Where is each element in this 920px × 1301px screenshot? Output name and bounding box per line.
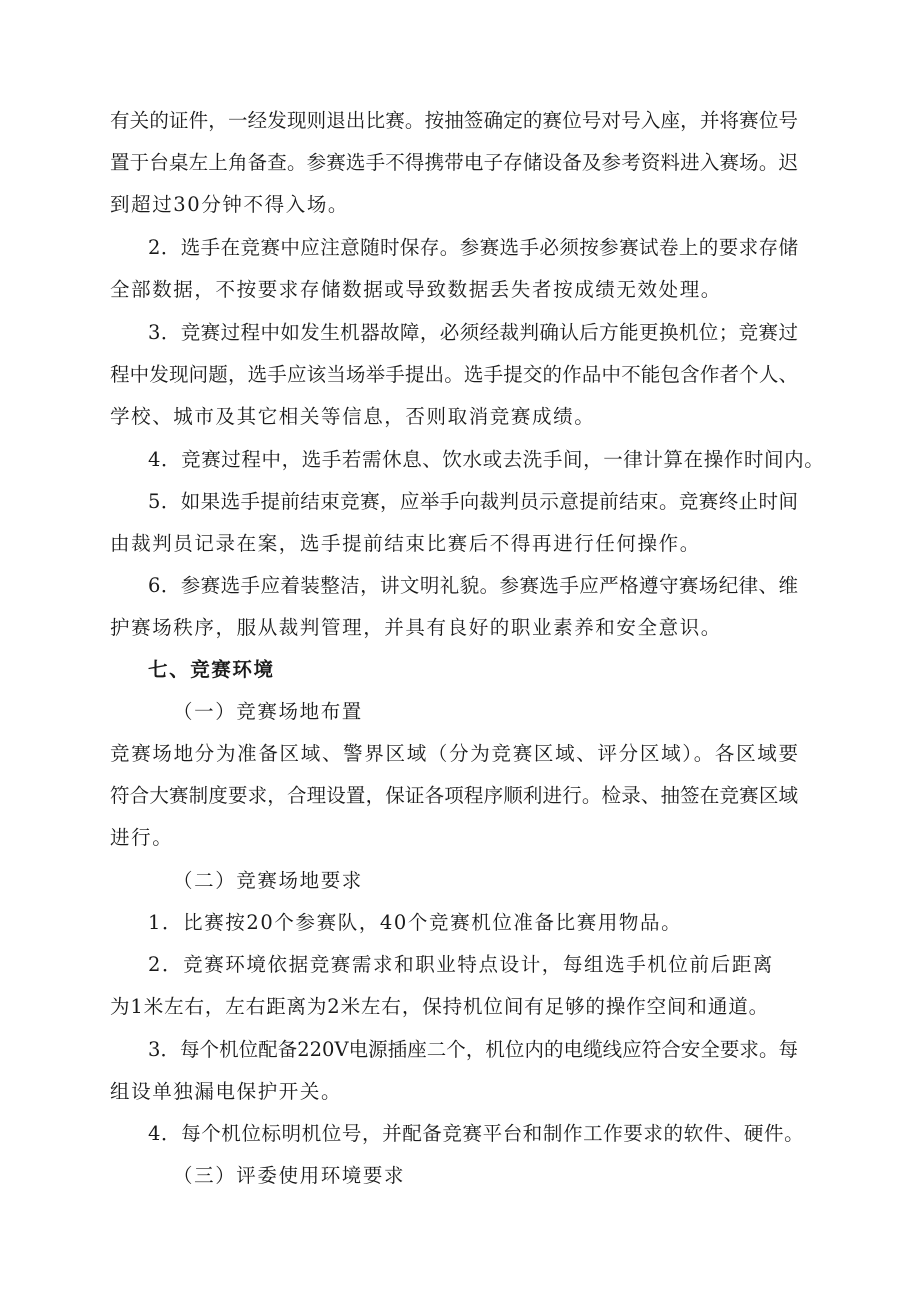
paragraph-line: 程中发现问题，选手应该当场举手提出。选手提交的作品中不能包含作者个人、 bbox=[110, 363, 798, 386]
list-item-2: 2．选手在竞赛中应注意随时保存。参赛选手必须按参赛试卷上的要求存储 bbox=[148, 236, 798, 259]
list-item-6: 6．参赛选手应着装整洁，讲文明礼貌。参赛选手应严格遵守赛场纪律、维 bbox=[148, 574, 798, 597]
paragraph-line: 到超过30分钟不得入场。 bbox=[110, 193, 350, 216]
paragraph-line: 置于台桌左上角备查。参赛选手不得携带电子存储设备及参考资料进入赛场。迟 bbox=[110, 151, 798, 174]
list-item-4: 4．每个机位标明机位号，并配备竞赛平台和制作工作要求的软件、硬件。 bbox=[148, 1122, 805, 1145]
paragraph-line: 护赛场秩序，服从裁判管理，并具有良好的职业素养和安全意识。 bbox=[110, 616, 722, 639]
paragraph-line: 为1米左右，左右距离为2米左右，保持机位间有足够的操作空间和通道。 bbox=[110, 995, 770, 1018]
list-item-5: 5．如果选手提前结束竞赛，应举手向裁判员示意提前结束。竞赛终止时间 bbox=[148, 490, 798, 513]
paragraph-line: 由裁判员记录在案，选手提前结束比赛后不得再进行任何操作。 bbox=[110, 532, 701, 555]
paragraph-line: 学校、城市及其它相关等信息，否则取消竞赛成绩。 bbox=[110, 405, 596, 428]
list-item-4: 4．竞赛过程中，选手若需休息、饮水或去洗手间，一律计算在操作时间内。 bbox=[148, 448, 825, 471]
paragraph-line: 组设单独漏电保护开关。 bbox=[110, 1080, 343, 1103]
list-item-2: 2．竞赛环境依据竞赛需求和职业特点设计，每组选手机位前后距离 bbox=[148, 953, 774, 976]
subsection-heading: （二）竞赛场地要求 bbox=[173, 869, 363, 892]
paragraph-line: 全部数据，不按要求存储数据或导致数据丢失者按成绩无效处理。 bbox=[110, 278, 722, 301]
list-item-3: 3．每个机位配备220V电源插座二个，机位内的电缆线应符合安全要求。每 bbox=[148, 1038, 798, 1061]
paragraph-line: 进行。 bbox=[110, 826, 174, 849]
paragraph-line: 符合大赛制度要求，合理设置，保证各项程序顺利进行。检录、抽签在竞赛区域 bbox=[110, 784, 798, 807]
list-item-3: 3．竞赛过程中如发生机器故障，必须经裁判确认后方能更换机位；竞赛过 bbox=[148, 321, 798, 344]
paragraph-line: 有关的证件，一经发现则退出比赛。按抽签确定的赛位号对号入座，并将赛位号 bbox=[110, 109, 798, 132]
list-item-1: 1．比赛按20个参赛队，40个竞赛机位准备比赛用物品。 bbox=[148, 911, 683, 934]
subsection-heading: （三）评委使用环境要求 bbox=[173, 1164, 406, 1187]
subsection-heading: （一）竞赛场地布置 bbox=[173, 700, 363, 723]
section-heading: 七、竞赛环境 bbox=[148, 658, 275, 681]
paragraph-line: 竞赛场地分为准备区域、警界区域（分为竞赛区域、评分区域）。各区域要 bbox=[110, 742, 798, 765]
